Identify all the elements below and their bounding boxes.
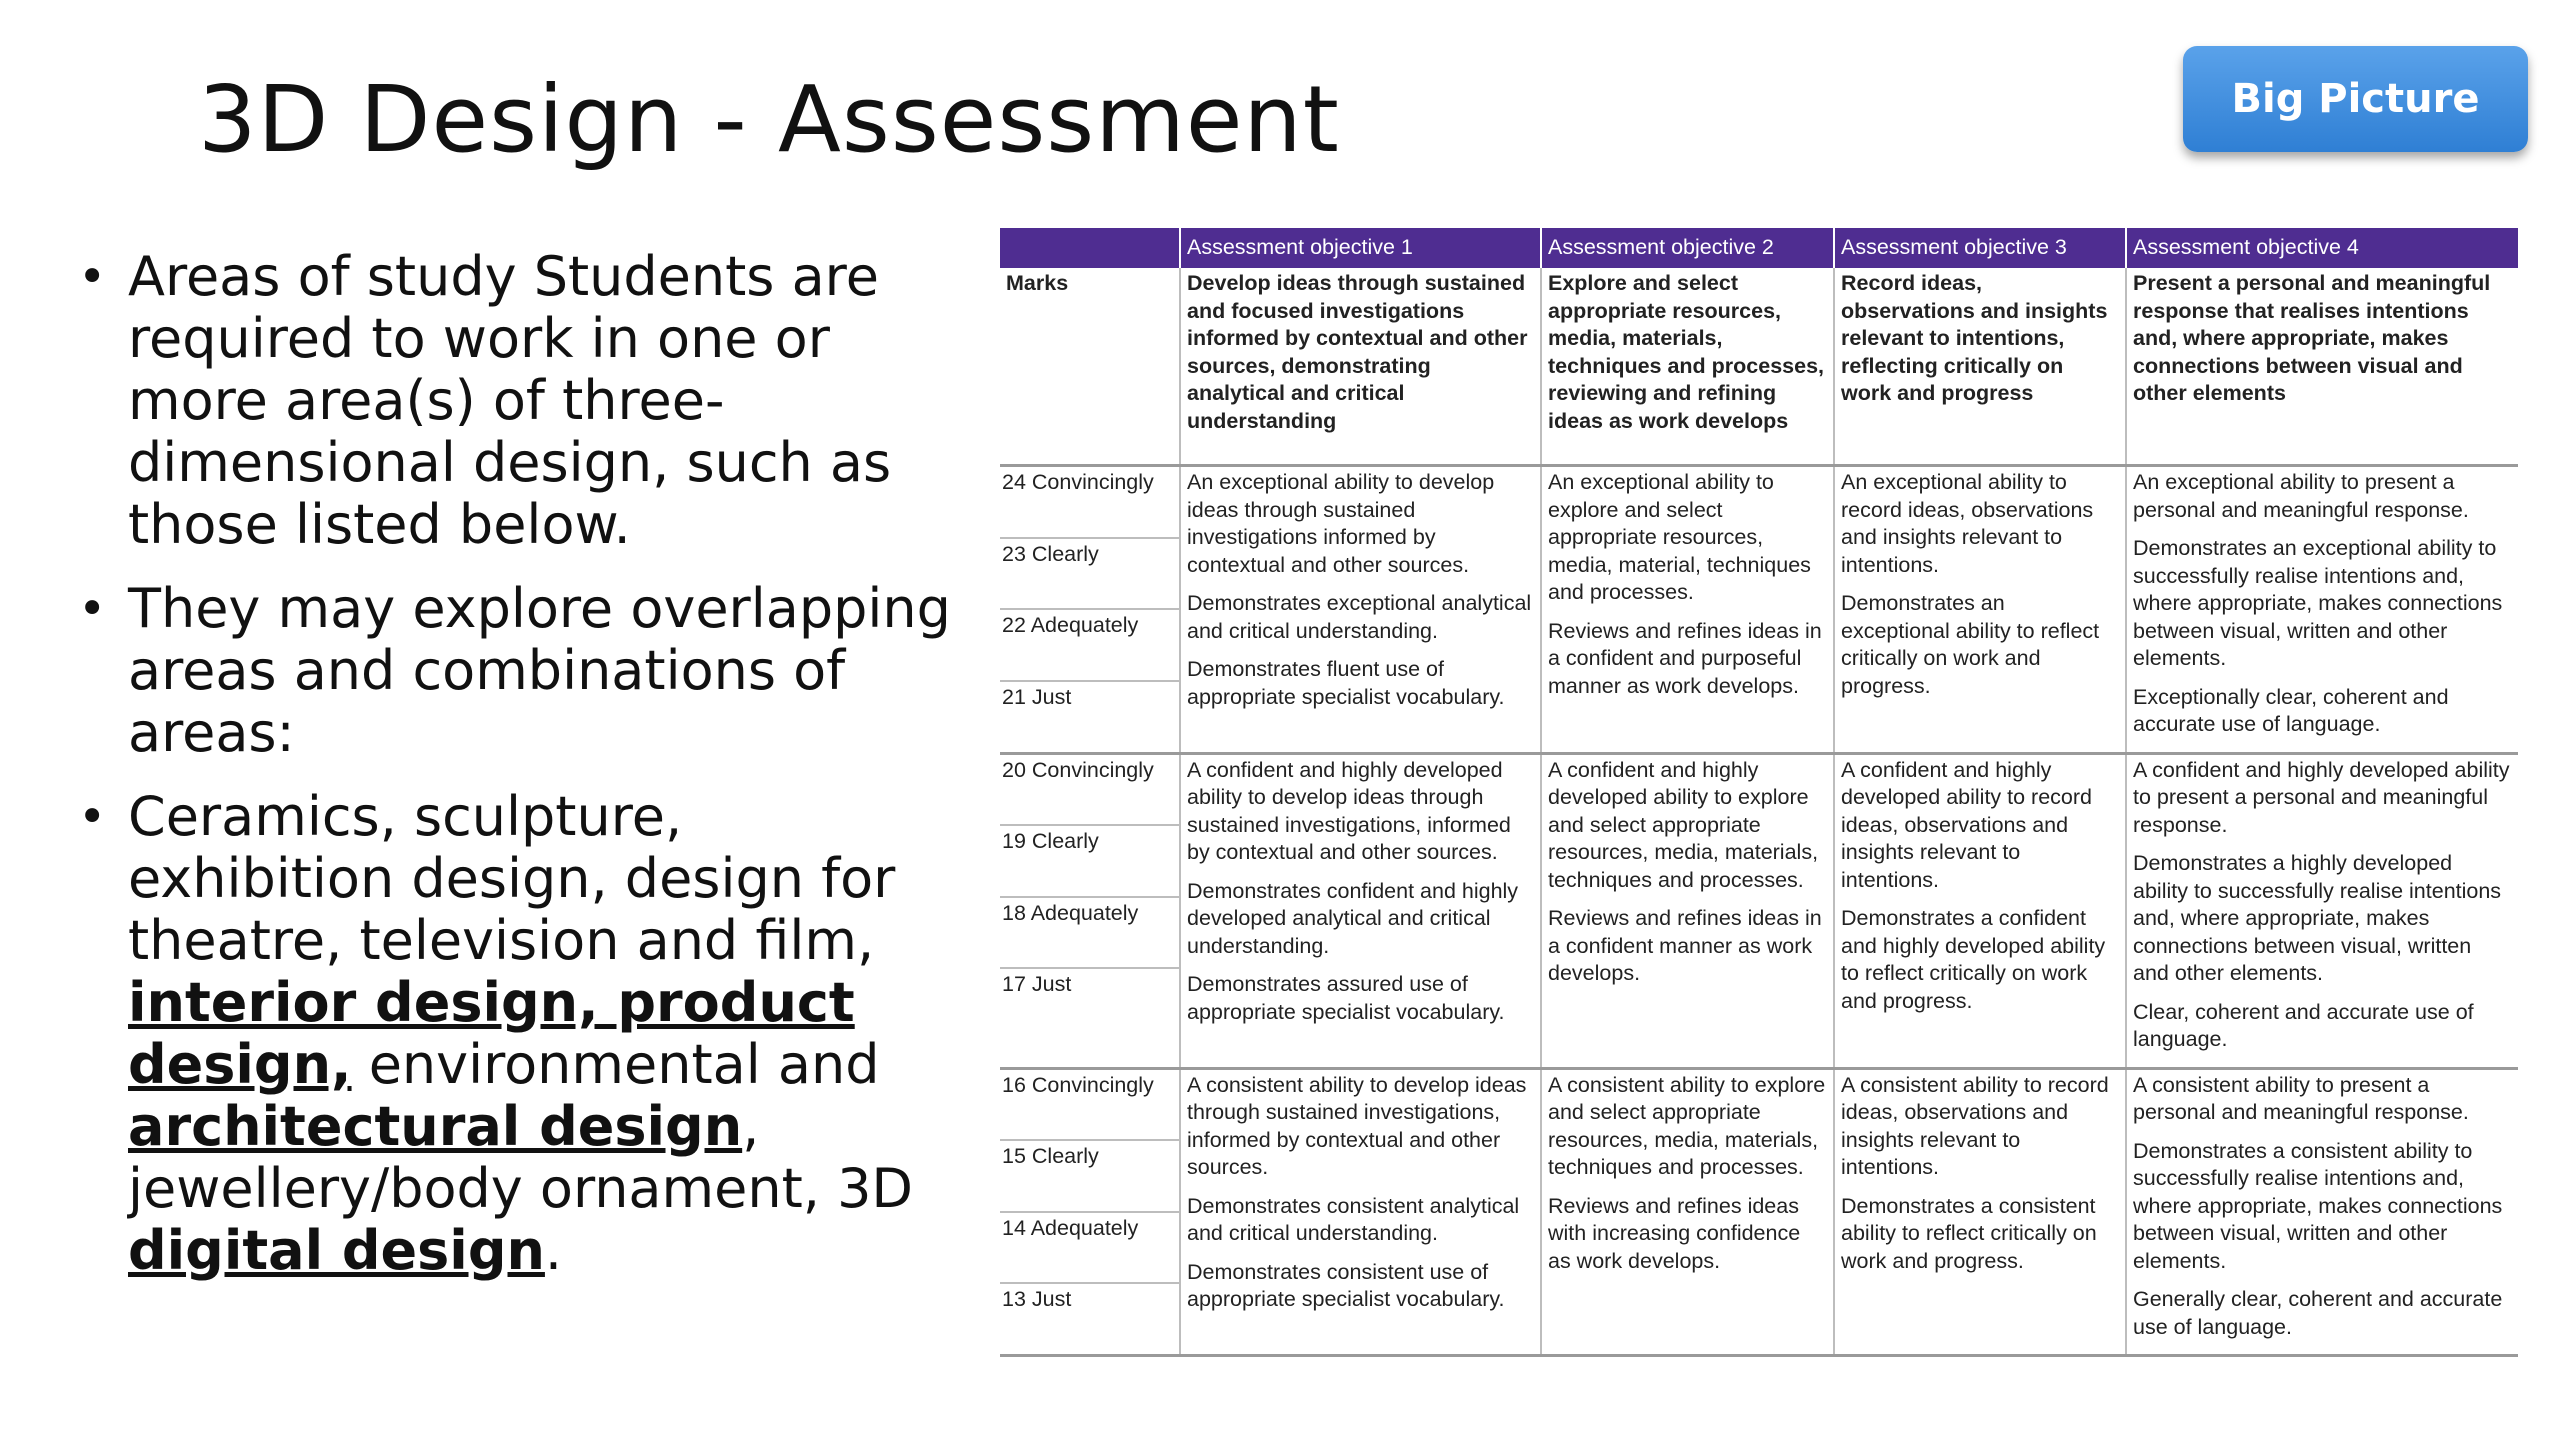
header-objective-2: Assessment objective 2: [1541, 228, 1834, 268]
criteria-text: Demonstrates a highly developed ability to successfully realise intentions and, where appropriate, makes connections between visual, written and other elements.: [2133, 851, 2502, 985]
header-objective-1: Assessment objective 1: [1180, 228, 1541, 268]
criteria-text: Reviews and refines ideas in a confident manner as work develops.: [1548, 906, 1822, 985]
objective-1-description: Develop ideas through sustained and focused investigations informed by contextual and other sources, demonstrating analytical and critical understanding: [1180, 268, 1541, 466]
bullet-text: Ceramics, sculpture, exhibition design, design for theatre, television and film,: [128, 785, 896, 972]
marks-cell: [1000, 466, 1180, 754]
bullet-text: .: [544, 1219, 563, 1282]
criteria-text: Demonstrates consistent analytical and critical understanding.: [1187, 1193, 1520, 1245]
criteria-text: An exceptional ability to record ideas, observations and insights relevant to intentions.: [1841, 470, 2094, 577]
table-row: [1000, 753, 2518, 1068]
objectives-row: [1000, 268, 2518, 466]
header-objective-4: Assessment objective 4: [2126, 228, 2518, 268]
objective-1-criteria: [1180, 466, 1541, 754]
bullet-text: They may explore overlapping areas and combinations of areas:: [128, 577, 951, 764]
criteria-text: A consistent ability to explore and select appropriate resources, media, materials, techniques and processes.: [1548, 1072, 1826, 1179]
objective-4-criteria: [2126, 1068, 2518, 1356]
objective-4-description: Present a personal and meaningful response that realises intentions and, where appropriate, makes connections between visual and other elements: [2126, 268, 2518, 466]
objective-3-criteria: [1834, 1068, 2126, 1356]
slide-title: 3D Design - Assessment: [198, 66, 1340, 173]
criteria-text: Reviews and refines ideas in a confident and purposeful manner as work develops.: [1548, 618, 1822, 698]
criteria-text: A confident and highly developed ability to explore and select appropriate resources, media, materials, techniques and processes.: [1548, 757, 1819, 892]
objective-3-description: Record ideas, observations and insights relevant to intentions, reflecting critically on work and progress: [1834, 268, 2126, 466]
bullet-list: [74, 246, 954, 1304]
marks-cell: [1000, 1068, 1180, 1356]
criteria-text: Generally clear, coherent and accurate use of language.: [2133, 1287, 2503, 1339]
objective-4-criteria: [2126, 466, 2518, 754]
objective-2-description: Explore and select appropriate resources, media, materials, techniques and processes, reviewing and refining ideas as work develops: [1541, 268, 1834, 466]
mark-level: 16 Convincingly: [1000, 1070, 1179, 1142]
header-cell-empty: [1000, 228, 1180, 268]
criteria-text: A consistent ability to develop ideas through sustained investigations, informed by contextual and other sources.: [1187, 1072, 1527, 1179]
criteria-text: Demonstrates assured use of appropriate specialist vocabulary.: [1187, 972, 1505, 1024]
emphasized-text: architectural design: [128, 1095, 743, 1158]
bullet-text: environmental and: [351, 1033, 880, 1096]
mark-level: 24 Convincingly: [1000, 467, 1179, 539]
mark-level: 20 Convincingly: [1000, 755, 1179, 827]
bullet-text: , jewellery/body ornament, 3D: [128, 1095, 914, 1220]
criteria-text: Demonstrates consistent use of appropriate specialist vocabulary.: [1187, 1259, 1505, 1311]
criteria-text: An exceptional ability to present a personal and meaningful response.: [2133, 470, 2469, 522]
mark-level: 14 Adequately: [1000, 1213, 1179, 1285]
criteria-text: A consistent ability to present a personal and meaningful response.: [2133, 1072, 2469, 1124]
criteria-text: An exceptional ability to develop ideas through sustained investigations informed by contextual and other sources.: [1187, 470, 1495, 577]
table-row: [1000, 466, 2518, 754]
criteria-text: Demonstrates a consistent ability to reflect critically on work and progress.: [1841, 1193, 2097, 1273]
objective-1-criteria: [1180, 753, 1541, 1068]
objective-4-criteria: [2126, 753, 2518, 1068]
criteria-text: Demonstrates confident and highly developed analytical and critical understanding.: [1187, 878, 1519, 958]
bullet-item: [74, 578, 954, 764]
mark-level: 17 Just: [1002, 972, 1072, 996]
criteria-text: An exceptional ability to explore and select appropriate resources, media, material, techniques and processes.: [1548, 470, 1811, 604]
big-picture-button[interactable]: Big Picture: [2183, 46, 2528, 152]
objective-1-criteria: [1180, 1068, 1541, 1356]
emphasized-text: interior design, product design,: [128, 971, 855, 1096]
mark-level: 13 Just: [1002, 1287, 1072, 1311]
criteria-text: Demonstrates an exceptional ability to reflect critically on work and progress.: [1841, 591, 2100, 698]
marks-cell: [1000, 753, 1180, 1068]
objective-3-criteria: [1834, 466, 2126, 754]
criteria-text: A consistent ability to record ideas, observations and insights relevant to intentions.: [1841, 1072, 2109, 1179]
mark-level: 21 Just: [1002, 684, 1072, 709]
criteria-text: Clear, coherent and accurate use of language.: [2133, 999, 2474, 1051]
bullet-text: Areas of study Students are required to work in one or more area(s) of three-dimensional design, such as those listed below.: [128, 245, 892, 556]
criteria-text: A confident and highly developed ability to present a personal and meaningful response.: [2133, 757, 2510, 837]
criteria-text: Demonstrates a consistent ability to successfully realise intentions and, where appropriate, makes connections between visual, written and other elements.: [2133, 1138, 2503, 1273]
table-header-row: [1000, 228, 2518, 268]
criteria-text: A confident and highly developed ability to develop ideas through sustained investigations, informed by contextual and other sources.: [1187, 757, 1511, 864]
criteria-text: Exceptionally clear, coherent and accurate use of language.: [2133, 684, 2449, 736]
table-row: [1000, 1068, 2518, 1356]
emphasized-text: digital design: [128, 1219, 545, 1282]
objective-2-criteria: [1541, 466, 1834, 754]
criteria-text: A confident and highly developed ability to record ideas, observations and insights relevant to intentions.: [1841, 757, 2092, 892]
mark-level: 22 Adequately: [1000, 610, 1179, 682]
criteria-text: Demonstrates a confident and highly developed ability to reflect critically on work and progress.: [1841, 906, 2106, 1013]
assessment-rubric-table: [1000, 228, 2518, 1357]
mark-level: 19 Clearly: [1000, 826, 1179, 898]
objective-3-criteria: [1834, 753, 2126, 1068]
criteria-text: Demonstrates fluent use of appropriate specialist vocabulary.: [1187, 657, 1505, 709]
objective-2-criteria: [1541, 753, 1834, 1068]
criteria-text: Demonstrates exceptional analytical and critical understanding.: [1187, 591, 1532, 643]
mark-level: 15 Clearly: [1000, 1141, 1179, 1213]
marks-label: Marks: [1000, 268, 1180, 466]
header-objective-3: Assessment objective 3: [1834, 228, 2126, 268]
criteria-text: Reviews and refines ideas with increasing confidence as work develops.: [1548, 1193, 1801, 1273]
bullet-item: [74, 246, 954, 556]
mark-level: 18 Adequately: [1000, 898, 1179, 970]
bullet-item: [74, 786, 954, 1282]
mark-level: 23 Clearly: [1000, 539, 1179, 611]
objective-2-criteria: [1541, 1068, 1834, 1356]
criteria-text: Demonstrates an exceptional ability to successfully realise intentions and, where appropriate, makes connections between visual, written and other elements.: [2133, 536, 2503, 670]
